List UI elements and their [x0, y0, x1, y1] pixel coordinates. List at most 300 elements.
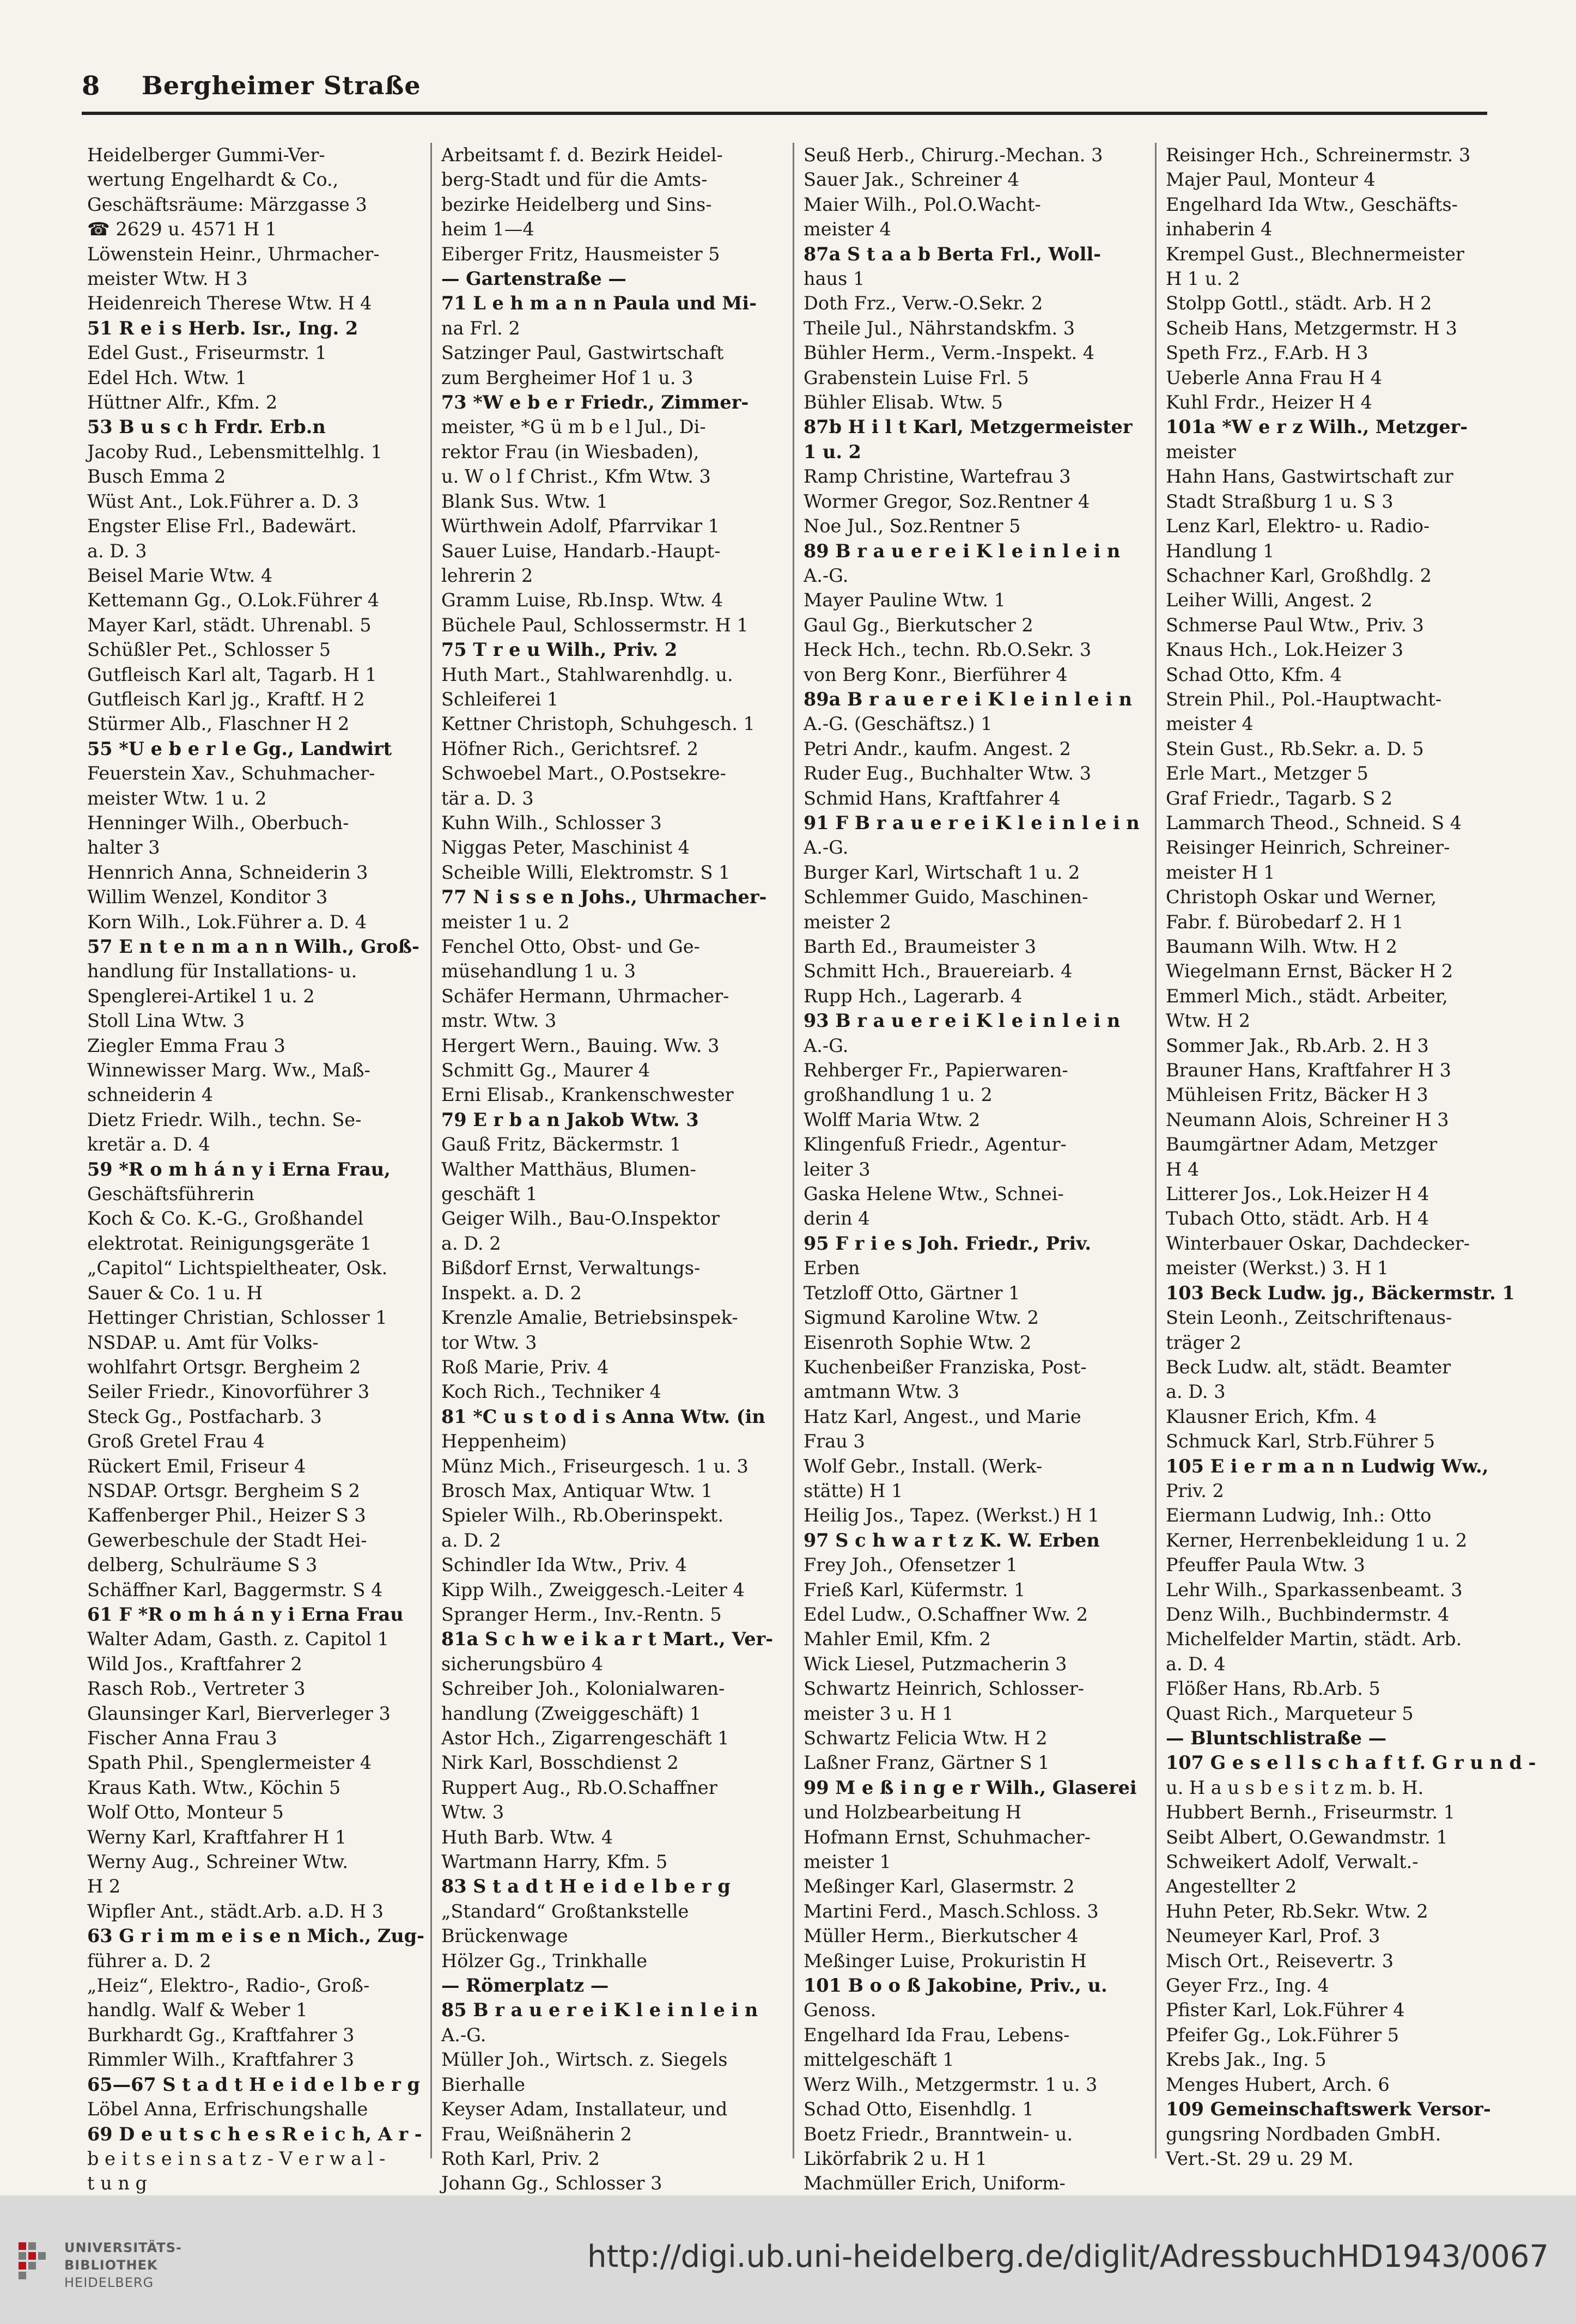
directory-entry: meister Wtw. 1 u. 2 — [87, 787, 267, 809]
directory-entry: Inspekt. a. D. 2 — [441, 1282, 582, 1304]
directory-entry: Stadt Straßburg 1 u. S 3 — [1166, 490, 1394, 512]
directory-entry: Beck Ludw. alt, städt. Beamter — [1166, 1356, 1451, 1378]
directory-entry: Lammarch Theod., Schneid. S 4 — [1166, 812, 1462, 834]
directory-entry: 83 S t a d t H e i d e l b e r g — [441, 1876, 731, 1897]
directory-entry: tär a. D. 3 — [441, 787, 534, 809]
directory-entry: haus 1 — [804, 268, 865, 290]
directory-entry: a. D. 3 — [87, 540, 147, 562]
directory-entry: leiter 3 — [804, 1158, 871, 1180]
directory-entry: Vert.-St. 29 u. 29 M. — [1166, 2147, 1354, 2169]
directory-entry: Stolpp Gottl., städt. Arb. H 2 — [1166, 293, 1432, 314]
directory-entry: Stein Gust., Rb.Sekr. a. D. 5 — [1166, 738, 1424, 759]
directory-entry: Kettner Christoph, Schuhgesch. 1 — [441, 713, 755, 735]
directory-entry: von Berg Konr., Bierführer 4 — [804, 664, 1068, 685]
directory-entry: Willim Wenzel, Konditor 3 — [87, 886, 328, 908]
directory-entry: A.-G. — [441, 2024, 486, 2046]
directory-entry: Emmerl Mich., städt. Arbeiter, — [1166, 985, 1448, 1007]
directory-entry: Sauer Jak., Schreiner 4 — [804, 169, 1019, 191]
directory-entry: Baumgärtner Adam, Metzger — [1166, 1134, 1438, 1155]
directory-entry: Gewerbeschule der Stadt Hei- — [87, 1529, 367, 1551]
directory-entry: 71 L e h m a n n Paula und Mi- — [441, 293, 757, 314]
directory-entry: Wick Liesel, Putzmacherin 3 — [804, 1653, 1067, 1675]
directory-entry: Krebs Jak., Ing. 5 — [1166, 2049, 1326, 2071]
directory-entry: 75 T r e u Wilh., Priv. 2 — [441, 639, 678, 661]
directory-entry: halter 3 — [87, 837, 160, 859]
directory-entry: heim 1—4 — [441, 218, 534, 240]
footer-bar — [0, 2195, 1576, 2324]
directory-entry: 87a S t a a b Berta Frl., Woll- — [804, 243, 1102, 265]
column-divider — [1155, 143, 1157, 2158]
directory-entry: Ziegler Emma Frau 3 — [87, 1035, 285, 1056]
directory-entry: Wiegelmann Ernst, Bäcker H 2 — [1166, 960, 1453, 982]
directory-entry: Beisel Marie Wtw. 4 — [87, 564, 273, 586]
directory-entry: Astor Hch., Zigarrengeschäft 1 — [441, 1727, 729, 1749]
directory-entry: Pfister Karl, Lok.Führer 4 — [1166, 1999, 1405, 2021]
directory-entry: Stürmer Alb., Flaschner H 2 — [87, 713, 350, 735]
directory-entry: — Gartenstraße — — [441, 268, 626, 290]
directory-entry: Frau 3 — [804, 1431, 865, 1452]
directory-entry: Seuß Herb., Chirurg.-Mechan. 3 — [804, 144, 1103, 166]
directory-entry: Hennrich Anna, Schneiderin 3 — [87, 861, 368, 883]
directory-entry: Schachner Karl, Großhdlg. 2 — [1166, 564, 1432, 586]
directory-column-2 — [441, 143, 774, 2194]
directory-entry: Majer Paul, Monteur 4 — [1166, 169, 1376, 191]
directory-entry: Stein Leonh., Zeitschriftenaus- — [1166, 1307, 1452, 1329]
directory-entry: Neumann Alois, Schreiner H 3 — [1166, 1109, 1449, 1130]
directory-entry: Meßinger Karl, Glasermstr. 2 — [804, 1876, 1075, 1897]
directory-entry: 101 B o o ß Jakobine, Priv., u. — [804, 1975, 1108, 1997]
directory-entry: Kuhn Wilh., Schlosser 3 — [441, 812, 662, 834]
directory-entry: Engster Elise Frl., Badewärt. — [87, 515, 357, 537]
directory-entry: Burkhardt Gg., Kraftfahrer 3 — [87, 2024, 355, 2046]
directory-entry: Sauer & Co. 1 u. H — [87, 1282, 263, 1304]
directory-entry: Klausner Erich, Kfm. 4 — [1166, 1406, 1377, 1427]
directory-entry: 69 D e u t s c h e s R e i c h, A r - — [87, 2123, 422, 2145]
directory-entry: führer a. D. 2 — [87, 1950, 211, 1972]
directory-entry: Seibt Albert, O.Gewandmstr. 1 — [1166, 1826, 1448, 1848]
directory-entry: meister — [1166, 441, 1236, 463]
directory-entry: Strein Phil., Pol.-Hauptwacht- — [1166, 688, 1442, 710]
directory-entry: meister 2 — [804, 911, 891, 933]
directory-entry: Schäfer Hermann, Uhrmacher- — [441, 985, 729, 1007]
directory-entry: 89 B r a u e r e i K l e i n l e i n — [804, 540, 1121, 562]
directory-entry: „Capitol“ Lichtspieltheater, Osk. — [87, 1257, 388, 1279]
directory-entry: A.-G. — [804, 564, 849, 586]
directory-entry: Gauß Fritz, Bäckermstr. 1 — [441, 1134, 681, 1155]
directory-entry: Frey Joh., Ofensetzer 1 — [804, 1554, 1018, 1576]
directory-entry: Spenglerei-Artikel 1 u. 2 — [87, 985, 315, 1007]
directory-entry: Priv. 2 — [1166, 1480, 1224, 1501]
directory-entry: Schüßler Pet., Schlosser 5 — [87, 639, 331, 661]
directory-entry: Martini Ferd., Masch.Schloss. 3 — [804, 1900, 1099, 1922]
directory-entry: Gramm Luise, Rb.Insp. Wtw. 4 — [441, 589, 723, 611]
directory-entry: 91 F B r a u e r e i K l e i n l e i n — [804, 812, 1140, 834]
directory-entry: Seiler Friedr., Kinovorführer 3 — [87, 1381, 370, 1403]
directory-entry: ☎ 2629 u. 4571 H 1 — [87, 218, 277, 240]
directory-entry: handlung (Zweiggeschäft) 1 — [441, 1702, 702, 1724]
directory-entry: Rimmler Wilh., Kraftfahrer 3 — [87, 2049, 355, 2071]
directory-entry: delberg, Schulräume S 3 — [87, 1554, 318, 1576]
directory-entry: Roß Marie, Priv. 4 — [441, 1356, 609, 1378]
directory-entry: Klingenfuß Friedr., Agentur- — [804, 1134, 1067, 1155]
directory-entry: meister 4 — [1166, 713, 1254, 735]
directory-entry: Gaul Gg., Bierkutscher 2 — [804, 614, 1033, 636]
directory-entry: Machmüller Erich, Uniform- — [804, 2173, 1066, 2194]
directory-entry: gungsring Nordbaden GmbH. — [1166, 2123, 1441, 2145]
directory-entry: müsehandlung 1 u. 3 — [441, 960, 636, 982]
directory-entry: Wolf Gebr., Install. (Werk- — [804, 1455, 1043, 1477]
directory-entry: Fenchel Otto, Obst- und Ge- — [441, 936, 700, 957]
directory-entry: handlg. Walf & Weber 1 — [87, 1999, 308, 2021]
directory-entry: Schwartz Heinrich, Schlosser- — [804, 1678, 1085, 1700]
directory-entry: Sigmund Karoline Wtw. 2 — [804, 1307, 1039, 1329]
directory-entry: meister H 1 — [1166, 861, 1275, 883]
directory-entry: stätte) H 1 — [804, 1480, 903, 1501]
directory-entry: Edel Ludw., O.Schaffner Ww. 2 — [804, 1603, 1088, 1625]
directory-entry: Noe Jul., Soz.Rentner 5 — [804, 515, 1021, 537]
directory-entry: 73 *W e b e r Friedr., Zimmer- — [441, 392, 749, 413]
directory-entry: geschäft 1 — [441, 1183, 538, 1205]
logo-text-line: BIBLIOTHEK — [64, 2258, 158, 2273]
directory-entry: na Frl. 2 — [441, 317, 520, 339]
directory-entry: Satzinger Paul, Gastwirtschaft — [441, 342, 724, 364]
directory-entry: Schad Otto, Eisenhdlg. 1 — [804, 2098, 1034, 2120]
directory-entry: Kipp Wilh., Zweiggesch.-Leiter 4 — [441, 1579, 745, 1601]
directory-entry: Meßinger Luise, Prokuristin H — [804, 1950, 1087, 1972]
directory-entry: meister Wtw. H 3 — [87, 268, 248, 290]
directory-entry: Schmitt Gg., Maurer 4 — [441, 1060, 650, 1081]
directory-entry: Kuhl Frdr., Heizer H 4 — [1166, 392, 1372, 413]
directory-entry: Speth Frz., F.Arb. H 3 — [1166, 342, 1368, 364]
directory-entry: H 4 — [1166, 1158, 1200, 1180]
directory-entry: Scheible Willi, Elektromstr. S 1 — [441, 861, 731, 883]
directory-entry: Hüttner Alfr., Kfm. 2 — [87, 392, 278, 413]
directory-entry: Rupp Hch., Lagerarb. 4 — [804, 985, 1023, 1007]
directory-entry: Scheib Hans, Metzgermstr. H 3 — [1166, 317, 1457, 339]
directory-entry: Wtw. H 2 — [1166, 1010, 1251, 1032]
directory-entry: Heck Hch., techn. Rb.O.Sekr. 3 — [804, 639, 1092, 661]
directory-entry: Geschäftsführerin — [87, 1183, 254, 1205]
directory-entry: meister 1 — [804, 1851, 891, 1873]
directory-entry: Henninger Wilh., Oberbuch- — [87, 812, 349, 834]
directory-entry: Flößer Hans, Rb.Arb. 5 — [1166, 1678, 1380, 1700]
directory-entry: Keyser Adam, Installateur, und — [441, 2098, 728, 2120]
directory-entry: Hölzer Gg., Trinkhalle — [441, 1950, 648, 1972]
directory-entry: rektor Frau (in Wiesbaden), — [441, 441, 699, 463]
directory-entry: Eisenroth Sophie Wtw. 2 — [804, 1331, 1032, 1353]
directory-entry: Löwenstein Heinr., Uhrmacher- — [87, 243, 380, 265]
directory-entry: Münz Mich., Friseurgesch. 1 u. 3 — [441, 1455, 749, 1477]
directory-entry: Arbeitsamt f. d. Bezirk Heidel- — [441, 144, 723, 166]
directory-entry: Ramp Christine, Wartefrau 3 — [804, 466, 1071, 488]
directory-entry: 85 B r a u e r e i K l e i n l e i n — [441, 1999, 758, 2021]
directory-entry: Michelfelder Martin, städt. Arb. — [1166, 1628, 1462, 1650]
directory-entry: träger 2 — [1166, 1331, 1242, 1353]
directory-entry: Likörfabrik 2 u. H 1 — [804, 2147, 987, 2169]
page-header — [82, 65, 1487, 109]
directory-entry: Grabenstein Luise Frl. 5 — [804, 367, 1029, 388]
directory-entry: Hatz Karl, Angest., und Marie — [804, 1406, 1081, 1427]
page-number: 8 — [82, 71, 100, 101]
directory-entry: a. D. 3 — [1166, 1381, 1226, 1403]
directory-entry: meister (Werkst.) 3. H 1 — [1166, 1257, 1389, 1279]
directory-entry: Wolf Otto, Monteur 5 — [87, 1802, 284, 1823]
directory-entry: Wolff Maria Wtw. 2 — [804, 1109, 981, 1130]
directory-entry: Tetzloff Otto, Gärtner 1 — [804, 1282, 1020, 1304]
directory-entry: A.-G. — [804, 1035, 849, 1056]
directory-entry: t u n g — [87, 2173, 148, 2194]
directory-entry: Neumeyer Karl, Prof. 3 — [1166, 1925, 1380, 1947]
directory-entry: 53 B u s c h Frdr. Erb.n — [87, 416, 326, 438]
directory-entry: NSDAP. Ortsgr. Bergheim S 2 — [87, 1480, 360, 1501]
directory-entry: großhandlung 1 u. 2 — [804, 1084, 993, 1106]
directory-entry: Sommer Jak., Rb.Arb. 2. H 3 — [1166, 1035, 1429, 1056]
directory-entry: schneiderin 4 — [87, 1084, 214, 1106]
directory-entry: Löbel Anna, Erfrischungshalle — [87, 2098, 368, 2120]
directory-entry: — Bluntschlistraße — — [1166, 1727, 1387, 1749]
directory-entry: Fabr. f. Bürobedarf 2. H 1 — [1166, 911, 1404, 933]
library-logo[interactable] — [16, 2234, 191, 2293]
directory-entry: A.-G. — [804, 837, 849, 859]
directory-entry: Genoss. — [804, 1999, 877, 2021]
directory-entry: Schäffner Karl, Baggermstr. S 4 — [87, 1579, 383, 1601]
directory-entry: Heppenheim) — [441, 1431, 567, 1452]
directory-entry: Wormer Gregor, Soz.Rentner 4 — [804, 490, 1090, 512]
directory-entry: Laßner Franz, Gärtner S 1 — [804, 1752, 1050, 1774]
directory-entry: Mayer Karl, städt. Uhrenabl. 5 — [87, 614, 372, 636]
directory-entry: Brückenwage — [441, 1925, 568, 1947]
directory-entry: Werny Aug., Schreiner Wtw. — [87, 1851, 348, 1873]
directory-entry: H 2 — [87, 1876, 121, 1897]
directory-entry: Walter Adam, Gasth. z. Capitol 1 — [87, 1628, 390, 1650]
directory-entry: Bißdorf Ernst, Verwaltungs- — [441, 1257, 701, 1279]
directory-entry: Gutfleisch Karl alt, Tagarb. H 1 — [87, 664, 377, 685]
directory-entry: Spranger Herm., Inv.-Rentn. 5 — [441, 1603, 722, 1625]
directory-entry: Litterer Jos., Lok.Heizer H 4 — [1166, 1183, 1429, 1205]
directory-entry: 65—67 S t a d t H e i d e l b e r g — [87, 2073, 420, 2095]
directory-entry: Werz Wilh., Metzgermstr. 1 u. 3 — [804, 2073, 1098, 2095]
street-title: Bergheimer Straße — [142, 71, 421, 100]
directory-entry: Pfeifer Gg., Lok.Führer 5 — [1166, 2024, 1399, 2046]
directory-entry: Koch Rich., Techniker 4 — [441, 1381, 661, 1403]
directory-entry: Winnewisser Marg. Ww., Maß- — [87, 1060, 370, 1081]
directory-entry: Wipfler Ant., städt.Arb. a.D. H 3 — [87, 1900, 384, 1922]
directory-entry: 1 u. 2 — [804, 441, 861, 463]
directory-entry: A.-G. (Geschäftsz.) 1 — [804, 713, 993, 735]
directory-entry: a. D. 2 — [441, 1529, 501, 1551]
directory-entry: u. W o l f Christ., Kfm Wtw. 3 — [441, 466, 711, 488]
directory-entry: Schmerse Paul Wtw., Priv. 3 — [1166, 614, 1424, 636]
directory-entry: Schlemmer Guido, Maschinen- — [804, 886, 1088, 908]
directory-entry: Kuchenbeißer Franziska, Post- — [804, 1356, 1087, 1378]
directory-entry: Schad Otto, Kfm. 4 — [1166, 664, 1342, 685]
directory-entry: mstr. Wtw. 3 — [441, 1010, 557, 1032]
directory-entry: Graf Friedr., Tagarb. S 2 — [1166, 787, 1393, 809]
directory-entry: meister, *G ü m b e l Jul., Di- — [441, 416, 706, 438]
directory-entry: Leiher Willi, Angest. 2 — [1166, 589, 1373, 611]
directory-entry: Pfeuffer Paula Wtw. 3 — [1166, 1554, 1365, 1576]
directory-entry: Würthwein Adolf, Pfarrvikar 1 — [441, 515, 720, 537]
directory-entry: Mahler Emil, Kfm. 2 — [804, 1628, 991, 1650]
directory-entry: Gaska Helene Wtw., Schnei- — [804, 1183, 1064, 1205]
directory-entry: Kaffenberger Phil., Heizer S 3 — [87, 1505, 366, 1526]
directory-entry: Hettinger Christian, Schlosser 1 — [87, 1307, 387, 1329]
directory-entry: Lenz Karl, Elektro- u. Radio- — [1166, 515, 1430, 537]
directory-entry: Sauer Luise, Handarb.-Haupt- — [441, 540, 721, 562]
directory-entry: elektrotat. Reinigungsgeräte 1 — [87, 1232, 372, 1254]
directory-entry: 63 G r i m m e i s e n Mich., Zug- — [87, 1925, 425, 1947]
directory-entry: Reisinger Hch., Schreinermstr. 3 — [1166, 144, 1471, 166]
directory-entry: Heilig Jos., Tapez. (Werkst.) H 1 — [804, 1505, 1100, 1526]
directory-entry: Stoll Lina Wtw. 3 — [87, 1010, 245, 1032]
directory-entry: Engelhard Ida Frau, Lebens- — [804, 2024, 1070, 2046]
directory-entry: Müller Herm., Bierkutscher 4 — [804, 1925, 1079, 1947]
directory-entry: Reisinger Heinrich, Schreiner- — [1166, 837, 1450, 859]
directory-entry: Frau, Weißnäherin 2 — [441, 2123, 632, 2145]
directory-entry: Walther Matthäus, Blumen- — [441, 1158, 696, 1180]
directory-entry: amtmann Wtw. 3 — [804, 1381, 959, 1403]
directory-entry: Winterbauer Oskar, Dachdecker- — [1166, 1232, 1470, 1254]
directory-entry: Heidelberger Gummi-Ver- — [87, 144, 325, 166]
directory-entry: Spath Phil., Spenglermeister 4 — [87, 1752, 372, 1774]
directory-entry: b e i t s e i n s a t z - V e r w a l - — [87, 2147, 386, 2169]
directory-entry: Eiberger Fritz, Hausmeister 5 — [441, 243, 720, 265]
directory-entry: 109 Gemeinschaftswerk Versor- — [1166, 2098, 1491, 2120]
directory-entry: Heidenreich Therese Wtw. H 4 — [87, 293, 372, 314]
column-divider — [793, 143, 794, 2158]
directory-entry: Werny Karl, Kraftfahrer H 1 — [87, 1826, 347, 1848]
directory-entry: Frieß Karl, Küfermstr. 1 — [804, 1579, 1026, 1601]
directory-entry: Baumann Wilh. Wtw. H 2 — [1166, 936, 1397, 957]
directory-entry: wertung Engelhardt & Co., — [87, 169, 339, 191]
directory-entry: — Römerplatz — — [441, 1975, 609, 1997]
directory-entry: Hahn Hans, Gastwirtschaft zur — [1166, 466, 1453, 488]
column-divider — [430, 143, 432, 2158]
directory-entry: Schmitt Hch., Brauereiarb. 4 — [804, 960, 1073, 982]
directory-entry: Geiger Wilh., Bau-O.Inspektor — [441, 1208, 720, 1230]
directory-entry: Feuerstein Xav., Schuhmacher- — [87, 763, 375, 784]
directory-entry: Hofmann Ernst, Schuhmacher- — [804, 1826, 1091, 1848]
directory-entry: Schindler Ida Wtw., Priv. 4 — [441, 1554, 687, 1576]
directory-entry: a. D. 2 — [441, 1232, 501, 1254]
directory-entry: 93 B r a u e r e i K l e i n l e i n — [804, 1010, 1121, 1032]
directory-entry: 107 G e s e l l s c h a f t f. G r u n d - — [1166, 1752, 1536, 1774]
directory-entry: 81 *C u s t o d i s Anna Wtw. (in — [441, 1406, 765, 1427]
directory-entry: Niggas Peter, Maschinist 4 — [441, 837, 690, 859]
directory-column-1 — [87, 143, 425, 2194]
directory-entry: Rasch Rob., Vertreter 3 — [87, 1678, 306, 1700]
directory-entry: lehrerin 2 — [441, 564, 533, 586]
directory-entry: Johann Gg., Schlosser 3 — [441, 2173, 662, 2194]
directory-entry: Gutfleisch Karl jg., Kraftf. H 2 — [87, 688, 365, 710]
directory-column-4 — [1166, 143, 1536, 2169]
directory-entry: Erben — [804, 1257, 860, 1279]
directory-entry: Busch Emma 2 — [87, 466, 226, 488]
directory-entry: Wüst Ant., Lok.Führer a. D. 3 — [87, 490, 359, 512]
directory-entry: berg-Stadt und für die Amts- — [441, 169, 708, 191]
directory-entry: Mayer Pauline Wtw. 1 — [804, 589, 1006, 611]
directory-entry: Krenzle Amalie, Betriebsinspek- — [441, 1307, 738, 1329]
directory-entry: Menges Hubert, Arch. 6 — [1166, 2073, 1390, 2095]
directory-entry: Bühler Elisab. Wtw. 5 — [804, 392, 1003, 413]
directory-entry: Tubach Otto, städt. Arb. H 4 — [1166, 1208, 1429, 1230]
directory-entry: Knaus Hch., Lok.Heizer 3 — [1166, 639, 1404, 661]
directory-entry: meister 4 — [804, 218, 891, 240]
directory-entry: 105 E i e r m a n n Ludwig Ww., — [1166, 1455, 1489, 1477]
directory-entry: Müller Joh., Wirtsch. z. Siegels — [441, 2049, 728, 2071]
source-url-link[interactable]: http://digi.ub.uni-heidelberg.de/diglit/AdressbuchHD1943/0067 — [587, 2239, 1549, 2274]
directory-entry: Schweikert Adolf, Verwalt.- — [1166, 1851, 1419, 1873]
directory-entry: tor Wtw. 3 — [441, 1331, 537, 1353]
directory-entry: Geschäftsräume: Märzgasse 3 — [87, 193, 367, 215]
directory-entry: Bierhalle — [441, 2073, 525, 2095]
directory-entry: Wartmann Harry, Kfm. 5 — [441, 1851, 668, 1873]
directory-entry: Theile Jul., Nährstandskfm. 3 — [804, 317, 1075, 339]
directory-entry: Schleiferei 1 — [441, 688, 559, 710]
directory-entry: Roth Karl, Priv. 2 — [441, 2147, 600, 2169]
directory-entry: Jacoby Rud., Lebensmittelhlg. 1 — [87, 441, 382, 463]
directory-entry: Denz Wilh., Buchbindermstr. 4 — [1166, 1603, 1450, 1625]
directory-entry: Brauner Hans, Kraftfahrer H 3 — [1166, 1060, 1451, 1081]
directory-entry: Fischer Anna Frau 3 — [87, 1727, 277, 1749]
directory-entry: 61 F *R o m h á n y i Erna Frau — [87, 1603, 404, 1625]
directory-column-3 — [804, 143, 1140, 2194]
directory-entry: u. H a u s b e s i t z m. b. H. — [1166, 1777, 1424, 1798]
directory-entry: Bühler Herm., Verm.-Inspekt. 4 — [804, 342, 1095, 364]
directory-entry: Hergert Wern., Bauing. Ww. 3 — [441, 1035, 720, 1056]
directory-entry: Nirk Karl, Bosschdienst 2 — [441, 1752, 679, 1774]
directory-entry: handlung für Installations- u. — [87, 960, 357, 982]
directory-entry: Maier Wilh., Pol.O.Wacht- — [804, 193, 1041, 215]
directory-entry: „Standard“ Großtankstelle — [441, 1900, 689, 1922]
directory-entry: 95 F r i e s Joh. Friedr., Priv. — [804, 1232, 1092, 1254]
directory-entry: Geyer Frz., Ing. 4 — [1166, 1975, 1329, 1997]
directory-entry: Ueberle Anna Frau H 4 — [1166, 367, 1383, 388]
directory-entry: Edel Hch. Wtw. 1 — [87, 367, 247, 388]
directory-entry: Barth Ed., Braumeister 3 — [804, 936, 1037, 957]
directory-entry: derin 4 — [804, 1208, 870, 1230]
directory-entry: Büchele Paul, Schlossermstr. H 1 — [441, 614, 749, 636]
directory-entry: Kerner, Herrenbekleidung 1 u. 2 — [1166, 1529, 1468, 1551]
directory-entry: Mühleisen Fritz, Bäcker H 3 — [1166, 1084, 1428, 1106]
directory-entry: Doth Frz., Verw.-O.Sekr. 2 — [804, 293, 1043, 314]
directory-entry: meister 1 u. 2 — [441, 911, 570, 933]
logo-text-line: HEIDELBERG — [64, 2275, 154, 2290]
directory-entry: 99 M e ß i n g e r Wilh., Glaserei — [804, 1777, 1137, 1798]
directory-entry: Ruder Eug., Buchhalter Wtw. 3 — [804, 763, 1092, 784]
logo-text-line: UNIVERSITÄTS- — [64, 2240, 182, 2255]
directory-entry: Huhn Peter, Rb.Sekr. Wtw. 2 — [1166, 1900, 1428, 1922]
directory-entry: und Holzbearbeitung H — [804, 1802, 1022, 1823]
directory-entry: zum Bergheimer Hof 1 u. 3 — [441, 367, 693, 388]
directory-entry: inhaberin 4 — [1166, 218, 1273, 240]
directory-entry: Groß Gretel Frau 4 — [87, 1431, 265, 1452]
directory-entry: 77 N i s s e n Johs., Uhrmacher- — [441, 886, 767, 908]
directory-entry: Huth Mart., Stahlwarenhdlg. u. — [441, 664, 733, 685]
directory-entry: Erle Mart., Metzger 5 — [1166, 763, 1368, 784]
directory-entry: sicherungsbüro 4 — [441, 1653, 604, 1675]
directory-entry: 59 *R o m h á n y i Erna Frau, — [87, 1158, 391, 1180]
directory-entry: Brosch Max, Antiquar Wtw. 1 — [441, 1480, 713, 1501]
directory-entry: Spieler Wilh., Rb.Oberinspekt. — [441, 1505, 724, 1526]
directory-entry: 97 S c h w a r t z K. W. Erben — [804, 1529, 1100, 1551]
header-rule — [82, 112, 1487, 115]
directory-entry: NSDAP. u. Amt für Volks- — [87, 1331, 319, 1353]
directory-entry: 55 *U e b e r l e Gg., Landwirt — [87, 738, 392, 759]
directory-entry: Schwartz Felicia Wtw. H 2 — [804, 1727, 1048, 1749]
directory-entry: Ruppert Aug., Rb.O.Schaffner — [441, 1777, 717, 1798]
directory-entry: bezirke Heidelberg und Sins- — [441, 193, 712, 215]
